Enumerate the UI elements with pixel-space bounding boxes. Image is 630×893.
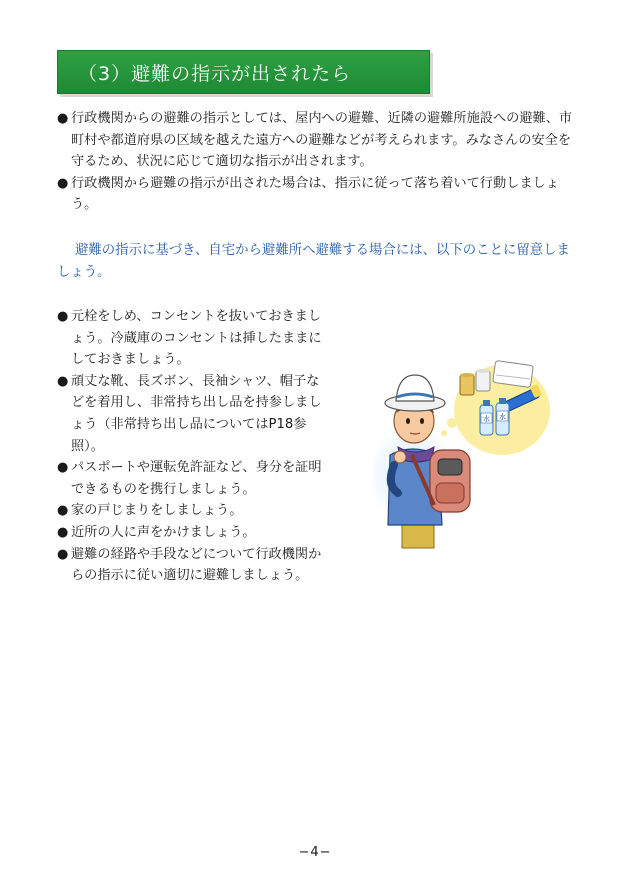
towel-icon [493,360,534,387]
intro-list [57,108,577,216]
water-bottle-icon [480,400,493,435]
water-bottle-icon [496,398,509,435]
bottle-label: 水 [483,415,490,423]
evacuee-illustration [372,355,552,550]
intro-item: ● 行政機関から避難の指示が出された場合は、指示に従って落ち着いて行動しましょう。 [57,173,577,216]
backpack-icon [430,450,470,512]
section-header [57,50,430,94]
tip-item: ● 元栓をしめ、コンセントを抜いておきましょう。冷蔵庫のコンセントは挿したままにしておきましょう。 [57,306,327,371]
tip-item: ● 頑丈な靴、長ズボン、長袖シャツ、帽子などを着用し、非常持ち出し品を持参しましょう（非常持ち出し品についてはP18参照）。 [57,371,327,457]
tip-item: ● パスポートや運転免許証など、身分を証明できるものを携行しましょう。 [57,457,327,500]
evacuation-note: 避難の指示に基づき、自宅から避難所へ避難する場合には、以下のことに留意しましょう。 [57,243,570,280]
page-number: −4− [298,845,332,860]
tip-item: ● 近所の人に声をかけましょう。 [57,522,327,544]
emergency-supplies-bubble [441,360,550,455]
tip-item: ● 家の戸じまりをしましょう。 [57,500,327,522]
tip-item: ● 避難の経路や手段などについて行政機関からの指示に従い適切に避難しましょう。 [57,544,327,587]
bottle-label: 水 [499,413,506,421]
intro-item: ● 行政機関からの避難の指示としては、屋内への避難、近隣の避難所施設への避難、市町村や都道府県の区域を越えた遠方への避難などが考えられます。みなさんの安全を守るため、状況に応じて適切な指示が出されます。 [57,108,577,173]
tips-list [57,306,327,587]
hat-icon [385,375,445,411]
section-title: （3）避難の指示が出されたら [78,62,352,85]
